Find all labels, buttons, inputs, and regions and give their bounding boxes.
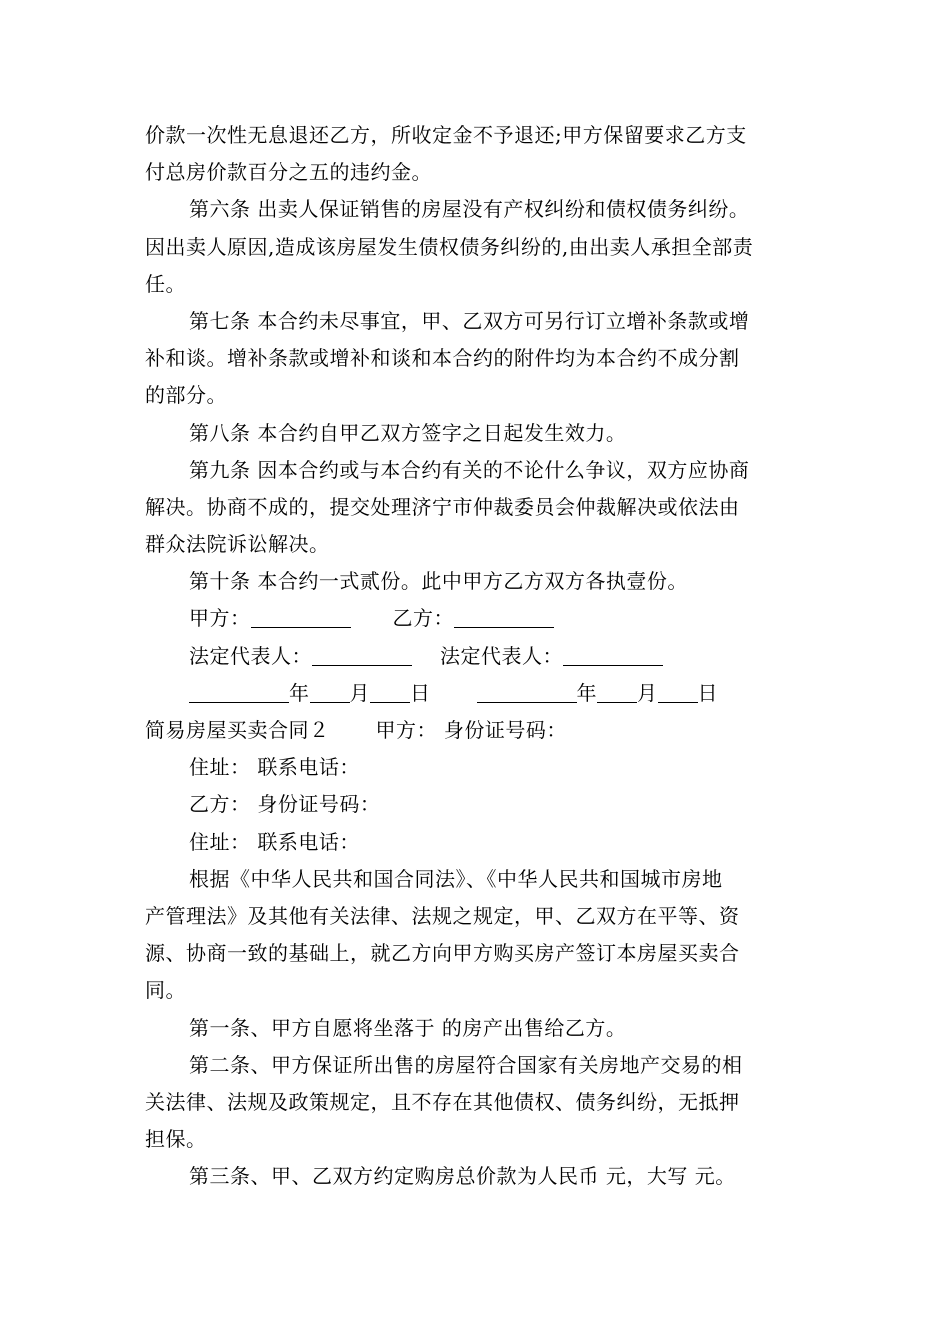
paragraph-line: 的部分。 bbox=[145, 383, 227, 408]
signature-representatives-row bbox=[145, 638, 810, 675]
contract-2-article-1: 第一条、甲方自愿将坐落于 的房产出售给乙方。 bbox=[189, 1015, 627, 1040]
contract-2-party-b: 乙方： 身份证号码： bbox=[189, 792, 381, 817]
signature-parties-row bbox=[145, 600, 810, 637]
year-a-blank bbox=[189, 680, 289, 703]
paragraph-line: 关法律、法规及政策规定，且不存在其他债权、债务纠纷，无抵押 bbox=[145, 1089, 740, 1114]
paragraph-line: 付总房价款百分之五的违约金。 bbox=[145, 160, 432, 185]
contract-2-header-row bbox=[145, 712, 810, 749]
contract-2-party-a: 甲方： 身份证号码： bbox=[375, 718, 567, 742]
article-6-line: 第六条 出卖人保证销售的房屋没有产权纠纷和债权债务纠纷。 bbox=[189, 197, 750, 222]
paragraph-line: 源、协商一致的基础上，就乙方向甲方购买房产签订本房屋买卖合 bbox=[145, 941, 740, 966]
paragraph-line: 因出卖人原因,造成该房屋发生债权债务纠纷的,由出卖人承担全部责 bbox=[145, 234, 754, 259]
contract-2-title: 简易房屋买卖合同２ bbox=[145, 718, 330, 742]
paragraph-line: 解决。协商不成的，提交处理济宁市仲裁委员会仲裁解决或依法由 bbox=[145, 494, 740, 519]
month-a-blank bbox=[310, 680, 350, 703]
month-label: 月 bbox=[349, 680, 370, 705]
party-b-label: 乙方： bbox=[392, 606, 454, 631]
year-label: 年 bbox=[576, 680, 597, 705]
party-a-blank bbox=[251, 605, 351, 628]
paragraph-line: 群众法院诉讼解决。 bbox=[145, 532, 330, 557]
article-8-line: 第八条 本合约自甲乙双方签字之日起发生效力。 bbox=[189, 420, 627, 445]
rep-a-label: 法定代表人： bbox=[189, 643, 312, 668]
day-a-blank bbox=[370, 680, 410, 703]
party-b-blank bbox=[454, 605, 554, 628]
document-body bbox=[145, 117, 810, 1195]
contract-2-article-2: 第二条、甲方保证所出售的房屋符合国家有关房地产交易的相 bbox=[189, 1052, 743, 1077]
paragraph-line: 担保。 bbox=[145, 1127, 207, 1152]
month-b-blank bbox=[597, 680, 637, 703]
contract-2-address-a: 住址： 联系电话： bbox=[189, 755, 360, 780]
year-label: 年 bbox=[289, 680, 310, 705]
rep-a-blank bbox=[312, 643, 412, 666]
party-a-label: 甲方： bbox=[189, 606, 251, 631]
year-b-blank bbox=[477, 680, 577, 703]
day-label: 日 bbox=[410, 680, 431, 705]
article-7-line: 第七条 本合约未尽事宜，甲、乙双方可另行订立增补条款或增 bbox=[189, 308, 750, 333]
signature-date-row bbox=[145, 675, 810, 712]
month-label: 月 bbox=[637, 680, 658, 705]
paragraph-line: 价款一次性无息退还乙方，所收定金不予退还;甲方保留要求乙方支 bbox=[145, 123, 747, 147]
paragraph-line: 补和谈。增补条款或增补和谈和本合约的附件均为本合约不成分割 bbox=[145, 346, 740, 371]
rep-b-label: 法定代表人： bbox=[440, 643, 563, 668]
paragraph-line: 产管理法》及其他有关法律、法规之规定，甲、乙双方在平等、资 bbox=[145, 903, 740, 928]
article-10-line: 第十条 本合约一式贰份。此中甲方乙方双方各执壹份。 bbox=[189, 569, 688, 594]
contract-2-preamble-line: 根据《中华人民共和国合同法》、《中华人民共和国城市房地 bbox=[189, 866, 723, 891]
day-label: 日 bbox=[697, 680, 718, 705]
article-9-line: 第九条 因本合约或与本合约有关的不论什么争议，双方应协商 bbox=[189, 457, 750, 482]
paragraph-line: 任。 bbox=[145, 271, 186, 296]
paragraph-line: 同。 bbox=[145, 978, 186, 1003]
rep-b-blank bbox=[563, 643, 663, 666]
day-b-blank bbox=[658, 680, 698, 703]
contract-2-address-b: 住址： 联系电话： bbox=[189, 829, 360, 854]
contract-2-article-3: 第三条、甲、乙双方约定购房总价款为人民币 元，大写 元。 bbox=[189, 1164, 736, 1189]
